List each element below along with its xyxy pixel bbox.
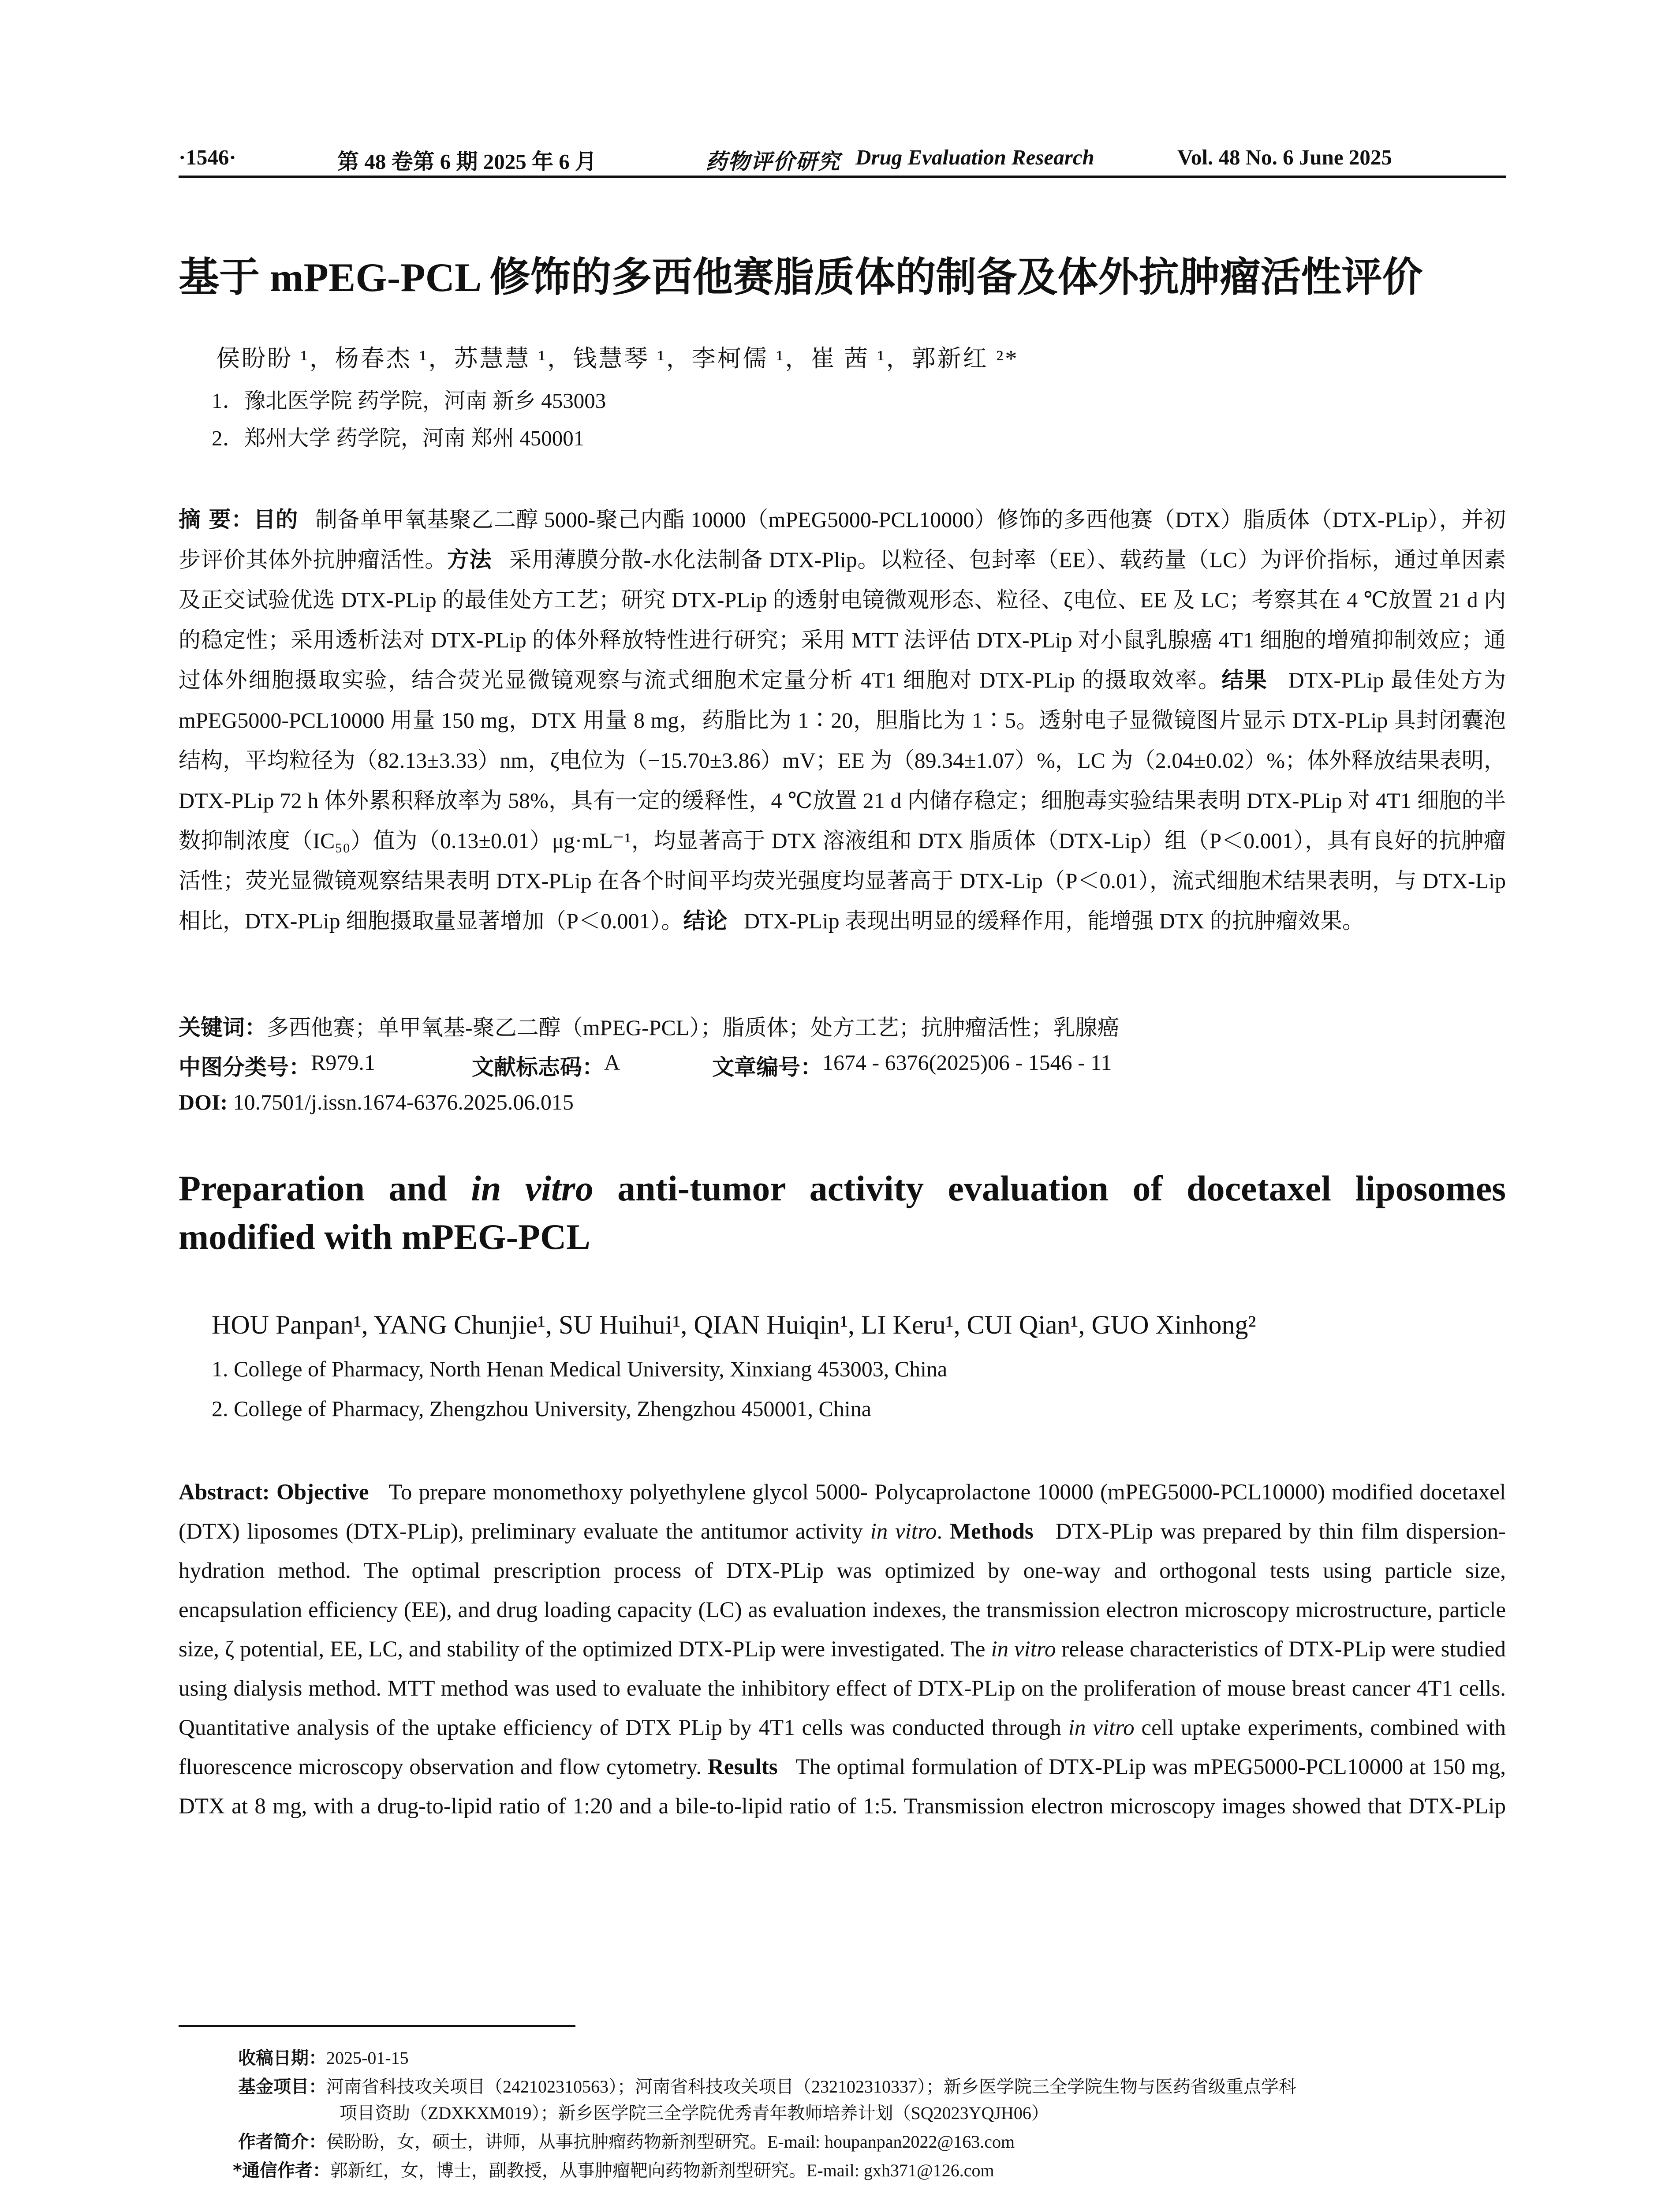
author-list-cn: 侯盼盼 ¹，杨春杰 ¹，苏慧慧 ¹，钱慧琴 ¹，李柯儒 ¹，崔 茜 ¹，郭新红 ²* [216,345,1019,372]
article-title-en [179,1164,1506,1261]
received-date: 2025-01-15 [326,2048,409,2068]
methods-label-cn: 方法 [447,547,492,572]
results-text-en: The optimal formulation of DTX-PLip was mPEG5000-PCL10000 at 150 mg, DTX at 8 mg, with a drug-to-lipid ratio of 1:20 and a bile-to-lipid ratio of 1:5. Transmission electron microscopy images showed that DTX-PLip [179,1755,1506,1819]
footnote-fund [238,2073,1296,2098]
footnote-received [238,2044,409,2069]
keywords-cn: 多西他赛；单甲氧基-聚乙二醇（mPEG-PCL）；脂质体；处方工艺；抗肿瘤活性；乳腺癌 [267,1015,1120,1040]
issue-cn: 第 48 卷第 6 期 2025 年 6 月 [337,149,597,174]
methods-label-en: Methods [949,1519,1034,1544]
results-label-cn: 结果 [1221,667,1268,693]
methods-text-en-a: DTX-PLip was prepared by thin film dispersion-hydration method. The optimal prescription process of DTX-PLip was optimized by one-way and orthogonal tests using particle size, encapsulation efficiency (EE), and drug loading capacity (LC) as evaluation indexes, the transmission electron microscopy microstructure, particle size, ζ potential, EE, LC, and stability of the optimized DTX-PLip were investigated. The [179,1519,1506,1662]
author-list-en: HOU Panpan¹, YANG Chunjie¹, SU Huihui¹, QIAN Huiqin¹, LI Keru¹, CUI Qian¹, GUO Xinhong² [212,1310,1256,1339]
classification-line [179,1050,1506,1080]
doi-label: DOI: [179,1090,228,1114]
journal-name-en: Drug Evaluation Research [855,145,1094,169]
abstract-cn [179,500,1506,941]
conclusion-label-cn: 结论 [683,908,728,934]
methods-text-cn: 采用薄膜分散-水化法制备 DTX-Plip。以粒径、包封率（EE）、载药量（LC）为评价指标，通过单因素及正交试验优选 DTX-PLip 的最佳处方工艺；研究 DTX-PLip 的透射电镜微观形态、粒径、ζ电位、EE 及 LC；考察其在 4 ℃放置 21 d 内的稳定性；采用透析法对 DTX-PLip 的体外释放特性进行研究；采用 MTT 法评估 DTX-PLip 对小鼠乳腺癌 4T1 细胞的增殖抑制效应；通过体外细胞摄取实验，结合荧光显微镜观察与流式细胞术定量分析 4T1 细胞对 DTX-PLip 的摄取效率。 [179,547,1506,692]
clc-label: 中图分类号： [179,1054,311,1080]
results-text-cn: DTX-PLip 最佳处方为 mPEG5000-PCL10000 用量 150 mg，DTX 用量 8 mg，药脂比为 1∶20，胆脂比为 1∶5。透射电子显微镜图片显示 DTX-PLip 具封闭囊泡结构，平均粒径为（82.13±3.33）nm，ζ电位为（−15.70±3.86）mV；EE 为（89.34±1.07）%，LC 为（2.04±0.02）%；体外释放结果表明，DTX-PLip 72 h 体外累积释放率为 58%，具有一定的缓释性，4 ℃放置 21 d 内储存稳定；细胞毒实验结果表明 DTX-PLip 对 4T1 细胞的半数抑制浓度（IC₅₀）值为（0.13±0.01）μg·mL⁻¹，均显著高于 DTX 溶液组和 DTX 脂质体（DTX-Lip）组（P＜0.001），具有良好的抗肿瘤活性；荧光显微镜观察结果表明 DTX-PLip 在各个时间平均荧光强度均显著高于 DTX-Lip（P＜0.01），流式细胞术结果表明，与 DTX-Lip 相比，DTX-PLip 细胞摄取量显著增加（P＜0.001）。 [179,668,1506,933]
affiliation-en-2: 2. College of Pharmacy, Zhengzhou University, Zhengzhou 450001, China [212,1396,871,1421]
objective-text-en: To prepare monomethoxy polyethylene glycol 5000- Polycaprolactone 10000 (mPEG5000-PCL10000) modified docetaxel (DTX) liposomes (DTX-PLip), preliminary evaluate the antitumor activity [179,1480,1506,1544]
title-en-italic: in vitro [471,1168,594,1208]
page-number: ·1546· [179,145,236,169]
received-label: 收稿日期： [238,2048,326,2068]
affiliation-cn-2: 2．郑州大学 药学院，河南 郑州 450001 [212,426,585,450]
author-bio-text: 侯盼盼，女，硕士，讲师，从事抗肿瘤药物新剂型研究。E-mail: houpanpan2022@163.com [326,2132,1015,2152]
in-vitro-2: in vitro [991,1637,1056,1662]
fund-text-1: 河南省科技攻关项目（242102310563）；河南省科技攻关项目（232102310337）；新乡医学院三全学院生物与医药省级重点学科 [326,2077,1296,2097]
conclusion-text-cn: DTX-PLip 表现出明显的缓释作用，能增强 DTX 的抗肿瘤效果。 [743,908,1364,933]
corresponding-text: 郭新红，女，博士，副教授，从事肿瘤靶向药物新剂型研究。E-mail: gxh371@126.com [330,2160,994,2180]
objective-label-cn: 目的 [253,507,298,532]
abstract-en: Abstract: Objective To prepare monomethoxy polyethylene glycol 5000- Polycaprolactone 10000 (mPEG5000-PCL10000) modified docetaxel (DTX) liposomes (DTX-PLip), preliminary evaluate the antitumor activity in vitro. Methods DTX-PLip was prepared by thin film dispersion-hydration method. The optimal prescription process of DTX-PLip was optimized by one-way and orthogonal tests using particle size, encapsulation efficiency (EE), and drug loading capacity (LC) as evaluation indexes, the transmission electron microscopy microstructure, particle size, ζ potential, EE, LC, and stability of the optimized DTX-PLip were investigated. The in vitro release characteristics of DTX-PLip were studied using dialysis method. MTT method was used to evaluate the inhibitory effect of DTX-PLip on the proliferation of mouse breast cancer 4T1 cells. Quantitative analysis of the uptake efficiency of DTX PLip by 4T1 cells was conducted through in vitro cell uptake experiments, combined with fluorescence microscopy observation and flow cytometry. Results The optimal formulation of DTX-PLip was mPEG5000-PCL10000 at 150 mg, DTX at 8 mg, with a drug-to-lipid ratio of 1:20 and a bile-to-lipid ratio of 1:5. Transmission electron microscopy images showed that DTX-PLip [179,1480,1506,1819]
issue-en: Vol. 48 No. 6 June 2025 [1177,145,1392,169]
methods-text-en-b: release characteristics of DTX-PLip were studied using dialysis method. MTT method was used to evaluate the inhibitory effect of DTX-PLip on the proliferation of mouse breast cancer 4T1 cells. Quantitative analysis of the uptake efficiency of DTX PLip by 4T1 cells was conducted through [179,1637,1506,1740]
header-rule [179,176,1506,178]
affiliation-cn-1: 1．豫北医学院 药学院，河南 新乡 453003 [212,389,606,413]
title-en-part2: anti-tumor activity evaluation of docetaxel liposomes modified with mPEG-PCL [179,1168,1506,1257]
abstract-label-en: Abstract: [179,1480,270,1505]
article-title-cn: 基于 mPEG-PCL 修饰的多西他赛脂质体的制备及体外抗肿瘤活性评价 [179,255,1423,300]
running-header [179,140,1506,176]
fund-label: 基金项目： [238,2077,326,2097]
article-no-value: 1674 - 6376(2025)06 - 1546 - 11 [822,1050,1112,1075]
author-bio-label: 作者简介： [238,2132,326,2152]
footnote-corresponding [233,2156,994,2182]
title-en-part1: Preparation and [179,1168,447,1208]
journal-logo-cn: 药物评价研究 [706,149,841,174]
doi-value: 10.7501/j.issn.1674-6376.2025.06.015 [233,1090,574,1114]
doc-code-value: A [604,1050,620,1075]
doi-line [179,1089,574,1115]
in-vitro-3: in vitro [1068,1715,1135,1740]
results-label-en: Results [708,1755,778,1779]
doc-code-label: 文献标志码： [472,1054,604,1080]
footnote-rule [179,2025,575,2027]
article-no-label: 文章编号： [712,1054,822,1080]
corresponding-label: *通信作者： [233,2160,330,2181]
footnote-fund-cont: 项目资助（ZDXKXM019）；新乡医学院三全学院优秀青年教师培养计划（SQ2023YQJH06） [340,2103,1049,2123]
objective-label-en: Objective [276,1480,369,1505]
keywords-line-cn [179,1010,1119,1042]
abstract-label-cn: 摘 要： [179,507,254,532]
affiliation-en-1: 1. College of Pharmacy, North Henan Medical University, Xinxiang 453003, China [212,1357,948,1381]
footnote-author-bio [238,2128,1015,2153]
objective-text-cn: 制备单甲氧基聚乙二醇 5000-聚己内酯 10000（mPEG5000-PCL10000）修饰的多西他赛（DTX）脂质体（DTX-PLip），并初步评价其体外抗肿瘤活性。 [179,507,1506,572]
methods-text-en-c: cell uptake experiments, combined with fluorescence microscopy observation and flow cytometry. [179,1715,1506,1779]
in-vitro-1: in vitro [870,1519,937,1544]
clc-value: R979.1 [311,1050,375,1075]
keywords-label-cn: 关键词： [179,1015,267,1040]
